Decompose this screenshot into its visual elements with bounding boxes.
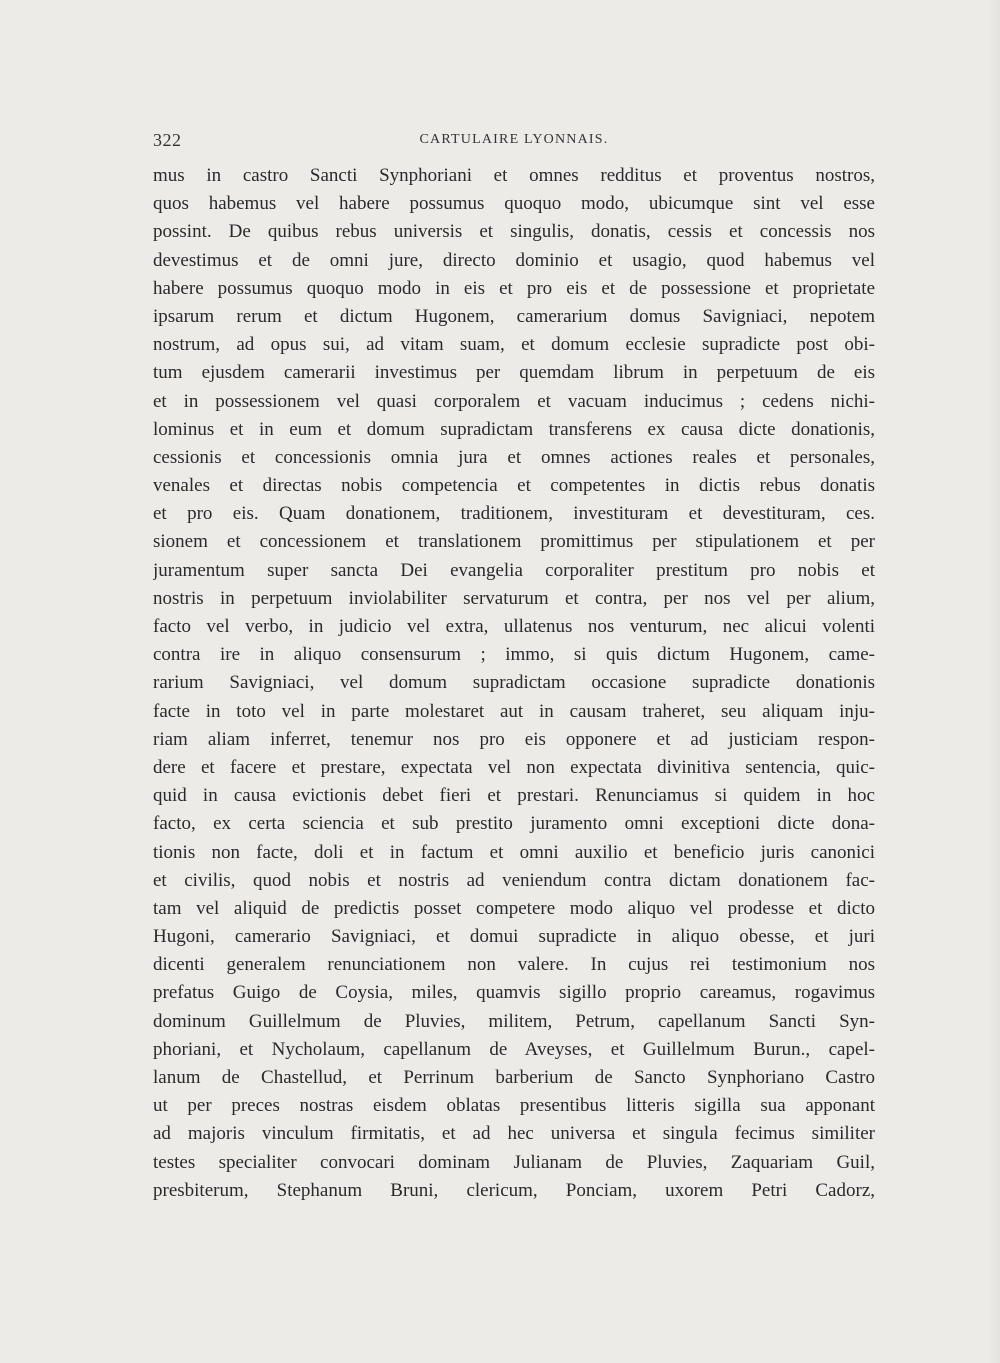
text-line: facte in toto vel in parte molestaret aut in causam traheret, seu aliquam inju-	[153, 700, 875, 722]
text-line: devestimus et de omni jure, directo dominio et usagio, quod habemus vel	[153, 249, 875, 271]
text-line: sionem et concessionem et translationem promittimus per stipulationem et per	[153, 531, 875, 553]
text-line: ad majoris vinculum firmitatis, et ad hec universa et singula fecimus similiter	[153, 1123, 875, 1145]
text-line: tionis non facte, doli et in factum et omni auxilio et beneficio juris canonici	[153, 841, 875, 863]
text-line: riam aliam inferret, tenemur nos pro eis opponere et ad justiciam respon-	[153, 728, 875, 750]
text-line: ipsarum rerum et dictum Hugonem, camerarium domus Savigniaci, nepotem	[153, 305, 875, 327]
text-line: Hugoni, camerario Savigniaci, et domui supradicte in aliquo obesse, et juri	[153, 926, 875, 948]
text-line: facto vel verbo, in judicio vel extra, ullatenus nos venturum, nec alicui volenti	[153, 616, 875, 637]
text-line: lanum de Chastellud, et Perrinum barberium de Sancto Synphoriano Castro	[153, 1067, 875, 1088]
text-line: venales et directas nobis competencia et competentes in dictis rebus donatis	[153, 475, 875, 497]
text-line: quos habemus vel habere possumus quoquo modo, ubicumque sint vel esse	[153, 193, 875, 215]
text-line: nostris in perpetuum inviolabiliter servaturum et contra, per nos vel per alium,	[153, 587, 875, 609]
text-line: rarium Savigniaci, vel domum supradictam occasione supradicte donationis	[153, 672, 875, 694]
page-number: 322	[153, 130, 182, 150]
text-line: juramentum super sancta Dei evangelia corporaliter prestitum pro nobis et	[153, 559, 875, 581]
page-header	[153, 130, 875, 154]
text-line: tam vel aliquid de predictis posset competere modo aliquo vel prodesse et dicto	[153, 897, 875, 919]
text-line: contra ire in aliquo consensurum ; immo, si quis dictum Hugonem, came-	[153, 644, 875, 666]
body-text	[153, 162, 875, 1205]
text-line: prefatus Guigo de Coysia, miles, quamvis sigillo proprio careamus, rogavimus	[153, 982, 875, 1004]
text-line: mus in castro Sancti Synphoriani et omnes redditus et proventus nostros,	[153, 165, 875, 186]
text-line: et pro eis. Quam donationem, traditionem, investituram et devestituram, ces.	[153, 503, 875, 525]
text-line: quid in causa evictionis debet fieri et prestari. Renunciamus si quidem in hoc	[153, 785, 875, 807]
text-line: cessionis et concessionis omnia jura et omnes actiones reales et personales,	[153, 446, 875, 468]
text-line: ut per preces nostras eisdem oblatas presentibus litteris sigilla sua apponant	[153, 1095, 875, 1117]
text-line: facto, ex certa sciencia et sub prestito juramento omni exceptioni dicte dona-	[153, 813, 875, 835]
text-line: dere et facere et prestare, expectata vel non expectata divinitiva sentencia, quic-	[153, 756, 875, 778]
page-edge-shadow	[988, 0, 1000, 1363]
text-line: phoriani, et Nycholaum, capellanum de Aveyses, et Guillelmum Burun., capel-	[153, 1038, 875, 1060]
text-line: possint. De quibus rebus universis et singulis, donatis, cessis et concessis nos	[153, 221, 875, 243]
text-line: habere possumus quoquo modo in eis et pro eis et de possessione et proprietate	[153, 277, 875, 299]
text-line: tum ejusdem camerarii investimus per quemdam librum in perpetuum de eis	[153, 362, 875, 384]
text-line: presbiterum, Stephanum Bruni, clericum, Ponciam, uxorem Petri Cadorz,	[153, 1179, 875, 1201]
running-title: CARTULAIRE LYONNAIS.	[419, 132, 609, 147]
text-line: testes specialiter convocari dominam Julianam de Pluvies, Zaquariam Guil,	[153, 1151, 875, 1173]
text-line: dominum Guillelmum de Pluvies, militem, Petrum, capellanum Sancti Syn-	[153, 1010, 875, 1032]
text-line: nostrum, ad opus sui, ad vitam suam, et domum ecclesie supradicte post obi-	[153, 334, 875, 356]
text-line: dicenti generalem renunciationem non valere. In cujus rei testimonium nos	[153, 954, 875, 976]
text-line: et in possessionem vel quasi corporalem et vacuam inducimus ; cedens nichi-	[153, 390, 875, 412]
text-line: et civilis, quod nobis et nostris ad veniendum contra dictam donationem fac-	[153, 869, 875, 891]
text-line: lominus et in eum et domum supradictam transferens ex causa dicte donationis,	[153, 418, 875, 440]
